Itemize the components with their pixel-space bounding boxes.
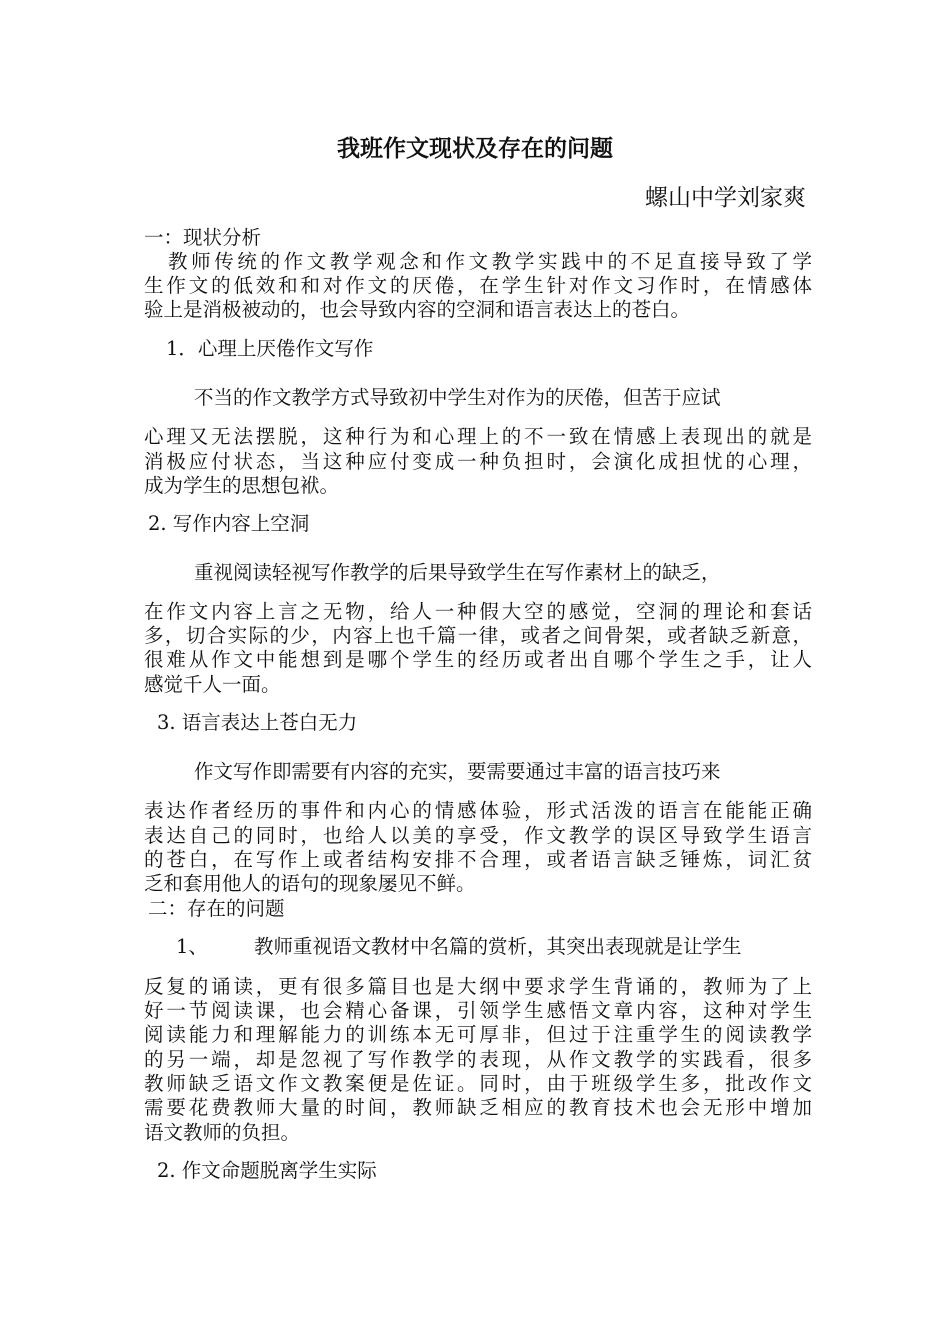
paragraph-line: 验上是消极被动的，也会导致内容的空洞和语言表达上的苍白。	[144, 298, 691, 321]
paragraph-line: 在作文内容上言之无物，给人一种假大空的感觉，空洞的理论和套话	[144, 600, 812, 623]
subheading-3: 3. 语言表达上苍白无力	[157, 711, 358, 734]
paragraph-line: 的另一端，却是忽视了写作教学的表现，从作文教学的实践看，很多	[144, 1048, 812, 1071]
subheading-2: 2. 写作内容上空洞	[148, 512, 310, 535]
paragraph-line: 作文写作即需要有内容的充实，要需要通过丰富的语言技巧来	[194, 760, 721, 783]
section-heading-problems: 二：存在的问题	[148, 897, 285, 920]
paragraph-line: 心理又无法摆脱，这种行为和心理上的不一致在情感上表现出的就是	[144, 425, 812, 448]
paragraph-line: 教师缺乏语文作文教案便是佐证。同时，由于班级学生多，批改作文	[144, 1072, 812, 1095]
paragraph-line: 成为学生的思想包袱。	[144, 474, 340, 497]
paragraph-line: 阅读能力和理解能力的训练本无可厚非，但过于注重学生的阅读教学	[144, 1023, 812, 1046]
subheading-1: 1．心理上厌倦作文写作	[166, 337, 374, 360]
paragraph-line: 教师重视语文教材中名篇的赏析，其突出表现就是让学生	[254, 935, 742, 958]
paragraph-line: 表达自己的同时，也给人以美的享受，作文教学的误区导致学生语言	[144, 824, 812, 847]
paragraph-line: 语文教师的负担。	[144, 1121, 301, 1144]
paragraph-line: 教师传统的作文教学观念和作文教学实践中的不足直接导致了学	[168, 250, 812, 273]
paragraph-line: 感觉千人一面。	[144, 673, 281, 696]
author-name: 螺山中学刘家爽	[645, 185, 806, 211]
section-heading-status: 一：现状分析	[144, 226, 262, 249]
paragraph-line: 反复的诵读，更有很多篇目也是大纲中要求学生背诵的，教师为了上	[144, 975, 812, 998]
subheading-problem-2: 2. 作文命题脱离学生实际	[157, 1159, 377, 1182]
paragraph-line: 表达作者经历的事件和内心的情感体验，形式活泼的语言在能能正确	[144, 799, 812, 822]
paragraph-line: 好一节阅读课，也会精心备课，引领学生感悟文章内容，这种对学生	[144, 999, 812, 1022]
paragraph-line: 不当的作文教学方式导致初中学生对作为的厌倦，但苦于应试	[194, 386, 721, 409]
paragraph-line: 很难从作文中能想到是哪个学生的经历或者出自哪个学生之手，让人	[144, 648, 812, 671]
list-marker-1: 1、	[176, 935, 208, 958]
paragraph-line: 消极应付状态，当这种应付变成一种负担时，会演化成担忧的心理，	[144, 450, 812, 473]
paragraph-line: 需要花费教师大量的时间，教师缺乏相应的教育技术也会无形中增加	[144, 1096, 812, 1119]
paragraph-line: 多，切合实际的少，内容上也千篇一律，或者之间骨架，或者缺乏新意，	[144, 624, 812, 647]
paragraph-line: 乏和套用他人的语句的现象屡见不鲜。	[144, 872, 476, 895]
paragraph-line: 生作文的低效和和对作文的厌倦，在学生针对作文习作时，在情感体	[144, 274, 812, 297]
document-title: 我班作文现状及存在的问题	[337, 135, 613, 162]
paragraph-line: 重视阅读轻视写作教学的后果导致学生在写作素材上的缺乏，	[194, 561, 721, 584]
paragraph-line: 的苍白，在写作上或者结构安排不合理，或者语言缺乏锤炼，词汇贫	[144, 848, 812, 871]
